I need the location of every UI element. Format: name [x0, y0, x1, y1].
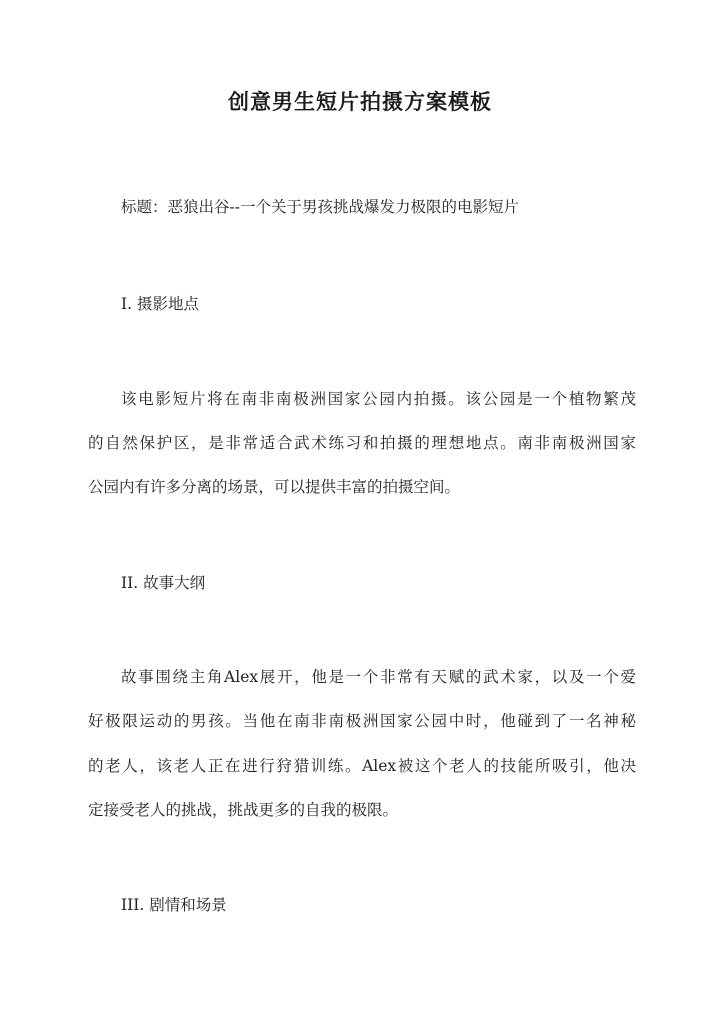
section-heading-location: I. 摄影地点: [121, 295, 199, 313]
film-title-line: 标题：恶狼出谷--一个关于男孩挑战爆发力极限的电影短片: [121, 198, 519, 216]
paragraph-line: 故事围绕主角Alex展开，他是一个非常有天赋的武术家，以及一个爱: [121, 668, 636, 686]
paragraph-line: 定接受老人的挑战，挑战更多的自我的极限。: [88, 801, 399, 819]
paragraph-line: 的老人，该老人正在进行狩猎训练。Alex被这个老人的技能所吸引，他决: [88, 757, 636, 775]
section-heading-plot: III. 剧情和场景: [121, 896, 227, 914]
paragraph-line: 的自然保护区，是非常适合武术练习和拍摄的理想地点。南非南极洲国家: [88, 434, 636, 452]
section-heading-story: II. 故事大纲: [121, 574, 206, 592]
paragraph-line: 该电影短片将在南非南极洲国家公园内拍摄。该公园是一个植物繁茂: [121, 390, 636, 408]
paragraph-line: 好极限运动的男孩。当他在南非南极洲国家公园中时，他碰到了一名神秘: [88, 712, 636, 730]
document-title: 创意男生短片拍摄方案模板: [228, 89, 492, 114]
paragraph-line: 公园内有许多分离的场景，可以提供丰富的拍摄空间。: [88, 478, 461, 496]
